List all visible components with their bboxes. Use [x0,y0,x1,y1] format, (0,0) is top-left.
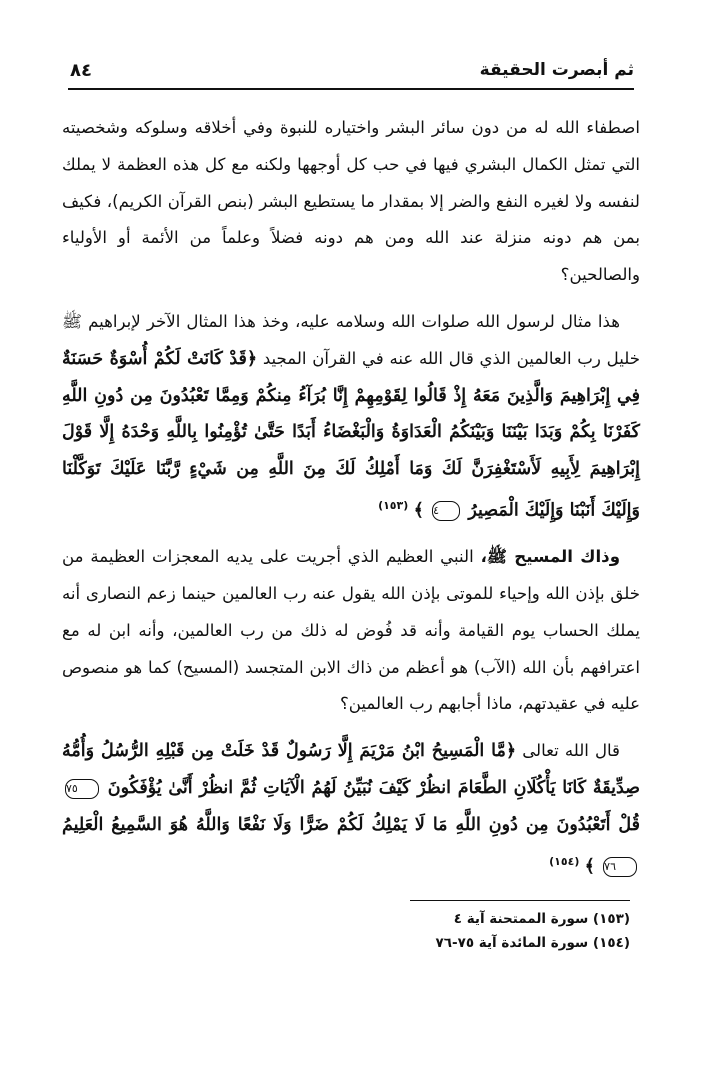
paragraph-4 [62,733,640,885]
quran-close-bracket: ﴾ [413,500,424,521]
paragraph-gap [62,294,640,304]
paragraph-2-intro: هذا مثال لرسول الله صلوات الله وسلامه عليه، وخذ هذا المثال الآخر لإبراهيم ﷺ خليل رب العالمين الذي قال الله عنه في القرآن المجيد [62,311,640,368]
page-header [68,58,634,90]
quran-quote-mumtahina: ﴿قَدْ كَانَتْ لَكُمْ أُسْوَةٌ حَسَنَةٌ فِي إِبْرَاهِيمَ وَالَّذِينَ مَعَهُ إِذْ قَالُوا لِقَوْمِهِمْ إِنَّا بُرَآءُ مِنكُمْ وَمِمَّا تَعْبُدُونَ مِن دُونِ اللَّهِ كَفَرْنَا بِكُمْ وَبَدَا بَيْنَنَا وَبَيْنَكُمُ الْعَدَاوَةُ وَالْبَغْضَاءُ أَبَدًا حَتَّىٰ تُؤْمِنُوا بِاللَّهِ وَحْدَهُ إِلَّا قَوْلَ إِبْرَاهِيمَ لِأَبِيهِ لَأَسْتَغْفِرَنَّ لَكَ وَمَا أَمْلِكُ لَكَ مِنَ اللَّهِ مِن شَيْءٍ رَّبَّنَا عَلَيْكَ تَوَكَّلْنَا وَإِلَيْكَ أَنَبْنَا وَإِلَيْكَ الْمَصِيرُ [62,348,640,521]
paragraph-4-intro: قال الله تعالى [522,741,620,761]
quran-quote-maida-76: قُلْ أَتَعْبُدُونَ مِن دُونِ اللَّهِ مَا لَا يَمْلِكُ لَكُمْ ضَرًّا وَلَا نَفْعًا وَاللَّهُ هُوَ السَّمِيعُ الْعَلِيمُ [62,814,640,835]
paragraph-3-lead: وذاك المسيح ﷺ، [480,547,621,567]
footnote-154: (١٥٤) سورة المائدة آية ٧٥-٧٦ [435,935,630,951]
ayah-number-mark: ٤ [432,501,460,521]
paragraph-gap [62,723,640,733]
quran-close-bracket: ﴾ [584,856,595,877]
ayah-number-mark: ٧٦ [603,857,637,877]
footnote-ref-154: (١٥٤) [549,854,580,868]
paragraph-2 [62,304,640,529]
ayah-number-mark: ٧٥ [65,779,99,799]
paragraph-3 [62,539,640,723]
page-number: ٨٤ [70,60,92,81]
paragraph-3-text: النبي العظيم الذي أجريت على يديه المعجزات العظيمة من خلق بإذن الله وإحياء للموتى بإذن الله يقول عنه رب العالمين حينما زعم النصارى أنه يملك الحساب يوم القيامة وأنه قد فُوض له ذلك من رب العالمين، وأنه ابن له مع اعترافهم بأن الله (الآب) هو أعظم من ذاك الابن المتجسد (المسيح) كما هو منصوص عليه في عقيدتهم، ماذا أجابهم رب العالمين؟ [62,547,640,714]
footnote-ref-153: (١٥٣) [378,498,409,512]
body-text [62,110,640,885]
paragraph-gap [62,529,640,539]
footnotes [410,900,630,955]
running-title: ثم أبصرت الحقيقة [479,60,634,80]
quran-quote-maida-75: ﴿مَّا الْمَسِيحُ ابْنُ مَرْيَمَ إِلَّا رَسُولٌ قَدْ خَلَتْ مِن قَبْلِهِ الرُّسُلُ وَأُمُّهُ صِدِّيقَةٌ كَانَا يَأْكُلَانِ الطَّعَامَ انظُرْ كَيْفَ نُبَيِّنُ لَهُمُ الْآيَاتِ ثُمَّ انظُرْ أَنَّىٰ يُؤْفَكُونَ [62,741,640,799]
footnote-153: (١٥٣) سورة الممتحنة آية ٤ [453,911,630,927]
paragraph-1: اصطفاء الله له من دون سائر البشر واختياره للنبوة وفي أخلاقه وسلوكه وشخصيته التي تمثل الكمال البشري فيها في حب كل أوجهها ولكنه مع كل هذه العظمة لا يملك لنفسه ولا لغيره النفع والضر إلا بمقدار ما يستطيع البشر (بنص القرآن الكريم)، فكيف بمن هم دونه منزلة عند الله ومن هم دونه فضلاً وعلماً من الأئمة أو الأولياء والصالحين؟ [62,118,640,285]
